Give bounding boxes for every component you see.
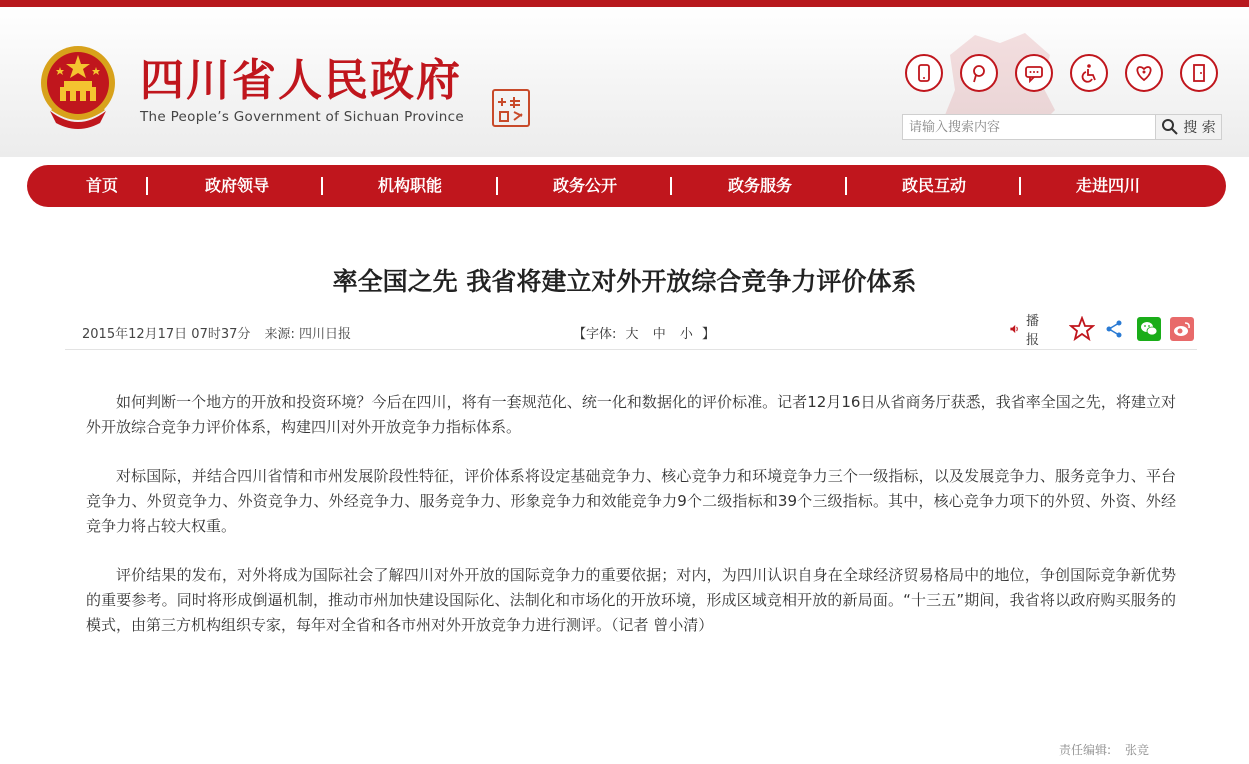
- article-meta: [65, 314, 1197, 350]
- nav-item-institutions[interactable]: 机构职能: [377, 176, 442, 195]
- nav-divider: [670, 177, 672, 195]
- nav-item-about-sichuan[interactable]: 走进四川: [1075, 176, 1140, 195]
- publish-date: 2015年12月17日 07时37分: [82, 327, 251, 342]
- nav-item-home[interactable]: 首页: [85, 176, 118, 195]
- article-info: [82, 323, 361, 342]
- article-paragraph: 评价结果的发布，对外将成为国际社会了解四川对外开放的国际竞争力的重要依据；对内，为四川认识自身在全球经济贸易格局中的地位，争创国际竞争新优势的重要参考。同时将形成倒逼机制，推动市州加快建设国际化、法制化和市场化的开放环境，形成区域竞相开放的新局面。“十三五”期间，我省将以政府购买服务的模式，由第三方机构组织专家，每年对全省和各市州对外开放竞争力进行测评。（记者 曾小清）: [86, 566, 1176, 634]
- broadcast-button[interactable]: [1009, 314, 1044, 348]
- wechat-share-button[interactable]: [1137, 316, 1161, 342]
- search-box: [902, 114, 1222, 140]
- share-icon: [1104, 319, 1124, 339]
- top-accent-bar: [0, 0, 1249, 7]
- article-paragraph: 对标国际，并结合四川省情和市州发展阶段性特征，评价体系将设定基础竞争力、核心竞争力和环境竞争力三个一级指标，以及发展竞争力、服务竞争力、平台竞争力、外贸竞争力、外资竞争力、外经竞争力、服务竞争力、形象竞争力和效能竞争力9个二级指标和39个三级指标。其中，核心竞争力项下的外贸、外资、外经竞争力将占较大权重。: [86, 467, 1176, 535]
- weibo-icon: [1170, 317, 1194, 341]
- nav-divider: [1019, 177, 1021, 195]
- china-seal-logo: [492, 89, 530, 127]
- article-title: 率全国之先 我省将建立对外开放综合竞争力评价体系: [332, 267, 917, 296]
- site-subtitle: The People’s Government of Sichuan Province: [140, 109, 464, 125]
- favorite-button[interactable]: [1069, 316, 1095, 342]
- nav-item-gov-services[interactable]: 政务服务: [727, 176, 792, 195]
- search-input[interactable]: [903, 115, 1153, 139]
- main-nav: [27, 165, 1226, 207]
- font-size-prefix: 【字体:: [573, 327, 617, 342]
- wechat-icon: [1137, 317, 1161, 341]
- pin-icon[interactable]: [960, 54, 998, 92]
- responsible-editor: [1059, 741, 1163, 758]
- font-size-medium[interactable]: 中: [652, 327, 666, 342]
- accessibility-icon[interactable]: [1070, 54, 1108, 92]
- font-size-selector: [573, 323, 715, 342]
- search-button[interactable]: [1155, 115, 1221, 139]
- font-size-suffix: 】: [702, 327, 716, 342]
- nav-divider: [146, 177, 148, 195]
- nav-divider: [321, 177, 323, 195]
- article-body: [86, 390, 1176, 662]
- broadcast-label: 播报: [1026, 314, 1040, 348]
- star-icon: [1069, 316, 1095, 342]
- editor-name: 张竞: [1125, 743, 1150, 757]
- search-icon: [1161, 118, 1179, 136]
- nav-divider: [496, 177, 498, 195]
- nav-item-leaders[interactable]: 政府领导: [204, 176, 269, 195]
- article-source: 来源: 四川日报: [264, 327, 352, 342]
- editor-label: 责任编辑:: [1059, 743, 1112, 757]
- font-size-large[interactable]: 大: [625, 327, 639, 342]
- national-emblem-icon: [38, 43, 118, 131]
- mobile-icon[interactable]: [905, 54, 943, 92]
- weibo-share-button[interactable]: [1170, 316, 1194, 342]
- message-icon[interactable]: [1015, 54, 1053, 92]
- nav-divider: [845, 177, 847, 195]
- search-button-label: 搜 索: [1183, 120, 1216, 136]
- nav-item-interaction[interactable]: 政民互动: [901, 176, 966, 195]
- font-size-small[interactable]: 小: [679, 327, 693, 342]
- nav-item-gov-affairs-public[interactable]: 政务公开: [552, 176, 617, 195]
- exit-icon[interactable]: [1180, 54, 1218, 92]
- article-paragraph: 如何判断一个地方的开放和投资环境？今后在四川，将有一套规范化、统一化和数据化的评价标准。记者12月16日从省商务厅获悉，我省率全国之先，将建立对外开放综合竞争力评价体系，构建四川对外开放竞争力指标体系。: [86, 393, 1176, 436]
- speaker-icon: [1009, 321, 1020, 337]
- share-button[interactable]: [1104, 316, 1124, 342]
- elderly-care-icon[interactable]: [1125, 54, 1163, 92]
- site-title[interactable]: 四川省人民政府: [140, 55, 462, 106]
